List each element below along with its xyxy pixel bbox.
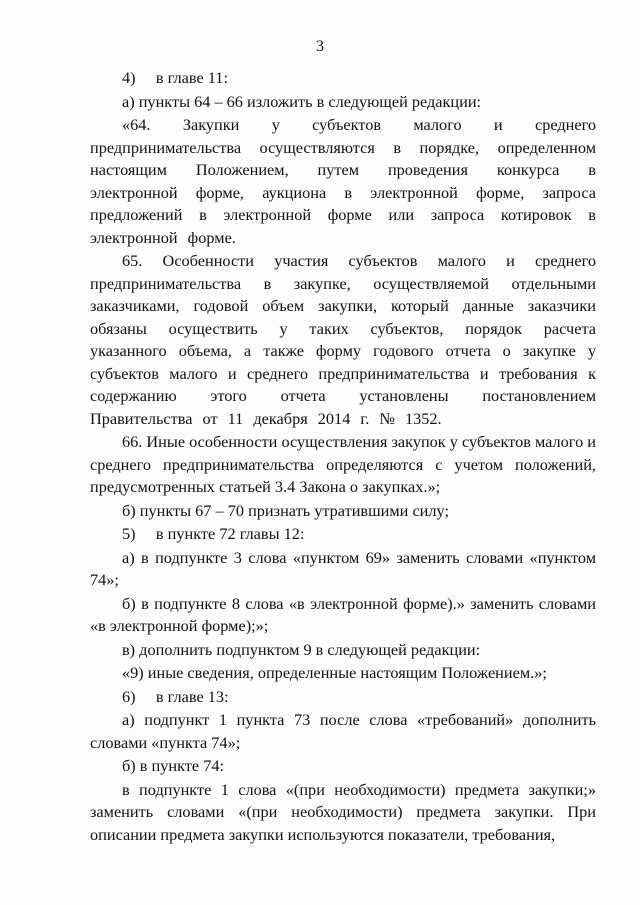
paragraph-item-6-a: а) подпункт 1 пункта 73 после слова «требований» дополнить словами «пункта 74»; (90, 710, 596, 752)
paragraph-clause-66: 66. Иные особенности осуществления закупок у субъектов малого и среднего предпринимательства определяются с учетом положений, предусмотренных статьей 3.4 Закона о закупках.»; (90, 432, 596, 496)
paragraph-clause-64: «64. Закупки у субъектов малого и среднего предпринимательства осуществляются в порядке, определенном настоящим Положением, путем проведения конкурса в электронной форме, аукциона в электронной форме, запроса предложений в электронной форме или запроса котировок в электронной форме. (90, 115, 596, 247)
paragraph-item-4: 4) в главе 11: (122, 68, 228, 87)
document-body (90, 66, 596, 846)
paragraph-clause-65: 65. Особенности участия субъектов малого и среднего предпринимательства в закупке, осуществляемой отдельными заказчиками, годовой объем закупки, который данные заказчики обязаны осуществить у таких субъектов, порядок расчета указанного объема, а также форму годового отчета о закупке у субъектов малого и среднего предпринимательства и требования к содержанию этого отчета установлены постановлением Правительства от 11 декабря 2014 г. № 1352. (90, 251, 596, 428)
paragraph-item-6-b: б) в пункте 74: (122, 756, 225, 775)
paragraph-item-5-a: а) в подпункте 3 слова «пунктом 69» заменить словами «пунктом 74»; (90, 547, 596, 589)
page-number: 3 (316, 38, 324, 55)
paragraph-subitem-b: б) пункты 67 – 70 признать утратившими силу; (122, 500, 449, 520)
paragraph-item-5: 5) в пункте 72 главы 12: (122, 524, 305, 543)
paragraph-item-6: 6) в главе 13: (122, 686, 229, 706)
paragraph-item-5-b: б) в подпункте 8 слова «в электронной форме).» заменить словами «в электронной форме);»; (90, 593, 596, 635)
paragraph-subclause-9: «9) иные сведения, определенные настоящим Положением.»; (122, 663, 547, 682)
paragraph-item-5-c: в) дополнить подпунктом 9 в следующей редакции: (122, 639, 481, 659)
paragraph-subclause-1: в подпункте 1 слова «(при необходимости) предмета закупки;» заменить словами «(при необходимости) предмета закупки. При описании предмета закупки используются показатели, требования, (90, 779, 596, 844)
paragraph-subitem-a: а) пункты 64 – 66 изложить в следующей редакции: (122, 91, 482, 111)
